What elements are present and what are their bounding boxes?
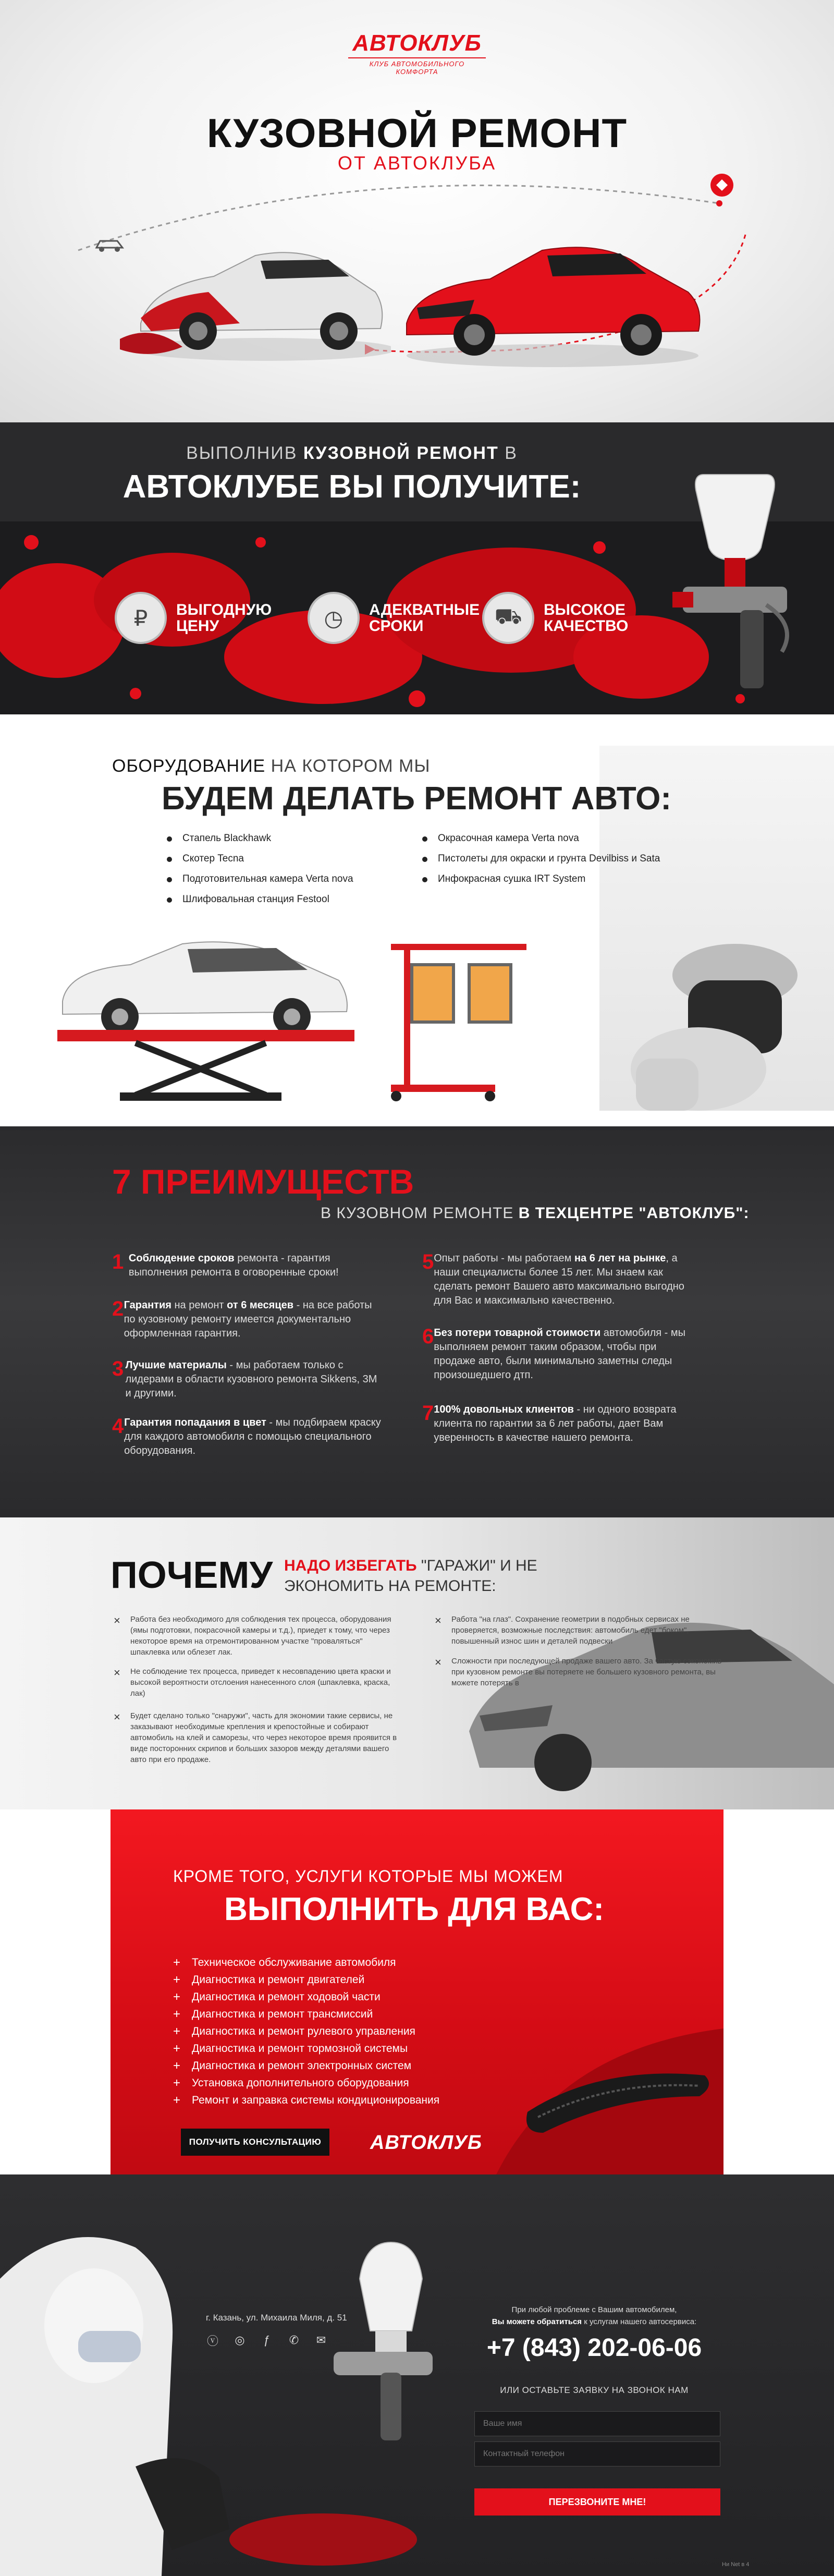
- phone-input[interactable]: [474, 2441, 720, 2466]
- why-subheading-line2: ЭКОНОМИТЬ НА РЕМОНТЕ:: [284, 1577, 496, 1595]
- advantage-rest: - ни одного возврата клиента по гарантии за 6 лет работы, дает Вам уверенность в качестве нашего ремонта.: [434, 1404, 677, 1443]
- advantage-bold: Гарантия: [124, 1299, 171, 1311]
- services-heading-rest: УСЛУГИ КОТОРЫЕ МЫ МОЖЕМ: [290, 1867, 563, 1886]
- benefits-heading-post: В: [498, 443, 518, 463]
- advantage-item-1: [112, 1251, 383, 1280]
- why-subheading: [284, 1556, 576, 1596]
- advantage-text: [434, 1403, 693, 1445]
- advantage-item-3: [112, 1358, 383, 1401]
- equipment-list-left: [162, 833, 353, 914]
- advantage-item-4: [112, 1416, 383, 1458]
- benefits-heading-line2: АВТОКЛУБЕ ВЫ ПОЛУЧИТЕ:: [122, 469, 581, 505]
- advantage-bold: от 6 месяцев: [227, 1299, 294, 1311]
- whatsapp-icon[interactable]: ✆: [289, 2334, 299, 2347]
- get-consultation-button[interactable]: ПОЛУЧИТЬ КОНСУЛЬТАЦИЮ: [181, 2129, 329, 2156]
- why-section: [0, 1517, 834, 1809]
- social-links: [206, 2334, 328, 2347]
- why-reason: × Работа "на глаз". Сохранение геометрии в подобных сервисах не проверяется, возможные последствия: автомобиль едет "боком", повышенный износ шин и деталей подвески: [432, 1614, 723, 1647]
- benefits-heading-bold: КУЗОВНОЙ РЕМОНТ: [303, 443, 499, 463]
- advantage-number: 7: [422, 1402, 434, 1425]
- name-input[interactable]: [474, 2411, 720, 2436]
- benefits-section: [0, 422, 834, 714]
- services-logo[interactable]: АВТОКЛУБ: [370, 2132, 482, 2154]
- clock-icon: ◷: [308, 592, 360, 644]
- list-item: + Ремонт и заправка системы кондиционирования: [173, 2094, 439, 2107]
- why-subheading-mid: "ГАРАЖИ" И НЕ: [416, 1557, 537, 1574]
- contact-note-rest: к услугам нашего автосервиса:: [582, 2317, 697, 2326]
- contact-section: [0, 2174, 834, 2576]
- advantages-subtitle-bold: В ТЕХЦЕНТРЕ "АВТОКЛУБ":: [518, 1205, 750, 1222]
- logo-sub-text: КЛУБ АВТОМОБИЛЬНОГО КОМФОРТА: [348, 57, 486, 76]
- advantage-item-6: [422, 1326, 693, 1382]
- email-icon[interactable]: ✉: [316, 2334, 326, 2347]
- callback-label: ИЛИ ОСТАВЬТЕ ЗАЯВКУ НА ЗВОНОК НАМ: [500, 2385, 689, 2395]
- car-icon: ⛟: [482, 592, 534, 644]
- equipment-heading-line1: [112, 756, 430, 776]
- callback-submit-button[interactable]: ПЕРЕЗВОНИТЕ МНЕ!: [474, 2488, 720, 2516]
- contact-note-line1: При любой проблеме с Вашим автомобилем,: [511, 2305, 677, 2314]
- benefit-price: [115, 587, 270, 649]
- list-item: + Диагностика и ремонт электронных систем: [173, 2060, 439, 2072]
- list-item: Стапель Blackhawk: [162, 833, 353, 844]
- advantage-rest: ремонта - гарантия выполнения ремонта в оговоренные сроки!: [128, 1253, 339, 1278]
- benefit-terms-label: АДЕКВАТНЫЕ СРОКИ: [369, 601, 480, 635]
- car-lift-image: [47, 933, 360, 1105]
- advantages-subtitle-pre: В КУЗОВНОМ РЕМОНТЕ: [321, 1205, 519, 1222]
- services-heading-line2: ВЫПОЛНИТЬ ДЛЯ ВАС:: [224, 1891, 605, 1927]
- advantage-number: 5: [422, 1250, 434, 1273]
- advantage-rest: - на все работы по кузовному ремонту имеется документально оформленная гарантия.: [124, 1299, 372, 1339]
- list-item: + Диагностика и ремонт тормозной системы: [173, 2043, 439, 2055]
- advantage-text: [129, 1251, 383, 1280]
- infrared-dryer-image: [381, 933, 553, 1105]
- services-panel: [111, 1809, 723, 2174]
- advantages-subtitle: [321, 1205, 749, 1222]
- advantage-bold: Без потери товарной стоимости: [434, 1327, 601, 1339]
- instagram-icon[interactable]: ◎: [235, 2334, 245, 2347]
- list-item: Шлифовальная станция Festool: [162, 894, 353, 905]
- advantage-number: 3: [112, 1357, 124, 1380]
- advantage-rest: на ремонт: [171, 1299, 227, 1311]
- damaged-car-image: [120, 219, 391, 365]
- advantage-rest: - мы подбираем краску для каждого автомобиля с помощью специального оборудования.: [124, 1417, 381, 1456]
- benefit-quality-label: ВЫСОКОЕ КАЧЕСТВО: [544, 601, 629, 635]
- benefits-heading-pre: ВЫПОЛНИВ: [186, 443, 303, 463]
- hero-subtitle: ОТ АВТОКЛУБА: [337, 152, 497, 174]
- list-item: + Установка дополнительного оборудования: [173, 2077, 439, 2089]
- sander-image: [594, 913, 818, 1111]
- advantage-text: [124, 1298, 383, 1341]
- advantage-bold: на 6 лет на рынке: [574, 1253, 666, 1264]
- list-item: Окрасочная камера Verta nova: [417, 833, 660, 844]
- list-item: + Диагностика и ремонт рулевого управления: [173, 2025, 439, 2038]
- hero-title: КУЗОВНОЙ РЕМОНТ: [206, 110, 628, 156]
- advantage-bold: Лучшие материалы: [125, 1359, 227, 1371]
- services-heading-line1: [173, 1867, 563, 1886]
- advantage-item-7: [422, 1403, 693, 1445]
- advantage-number: 4: [112, 1415, 124, 1438]
- list-item: Инфокрасная сушка IRT System: [417, 873, 660, 885]
- advantage-number: 6: [422, 1325, 434, 1348]
- advantages-section: [0, 1126, 834, 1517]
- address-text: г. Казань, ул. Михаила Миля, д. 51: [206, 2313, 347, 2323]
- why-subheading-red: НАДО ИЗБЕГАТЬ: [284, 1557, 417, 1574]
- list-item: + Техническое обслуживание автомобиля: [173, 1957, 439, 1969]
- list-item: + Диагностика и ремонт двигателей: [173, 1974, 439, 1986]
- list-item: Скотер Tecna: [162, 853, 353, 865]
- facebook-icon[interactable]: ƒ: [263, 2334, 271, 2347]
- vk-icon[interactable]: ⓥ: [206, 2334, 218, 2348]
- equipment-heading-line2: БУДЕМ ДЕЛАТЬ РЕМОНТ АВТО:: [162, 781, 672, 817]
- contact-note-bold: Вы можете обратиться: [492, 2317, 582, 2326]
- advantages-title: 7 ПРЕИМУЩЕСТВ: [112, 1162, 414, 1201]
- repaired-car-image: [396, 219, 709, 370]
- why-reason: × Работа без необходимого для соблюдения тех процесса, оборудования (ямы подготовки, покрасочной камеры и т.д.), приедет к тому, что через некоторое время на отремонтированном участке "проваляться" шпаклевка или облезет лак.: [111, 1614, 402, 1658]
- advantage-item-2: [112, 1298, 383, 1341]
- advantage-bold: Гарантия попадания в цвет: [124, 1417, 266, 1428]
- contact-note: [469, 2304, 719, 2328]
- list-item: + Диагностика и ремонт ходовой части: [173, 1991, 439, 2003]
- why-reason: × Сложности при последующей продаже вашего авто. За частую сэкономив при кузовном ремонте вы потеряете не большего кузовного ремонта, вы можете потерять в: [432, 1656, 723, 1688]
- advantage-rest: , а наши специалисты более 15 лет. Мы знаем как сделать ремонт Вашего авто максимально выгодно для Вас и максимально качественно.: [434, 1253, 684, 1306]
- equipment-heading-rest: НА КОТОРОМ МЫ: [265, 756, 431, 776]
- advantage-number: 2: [112, 1297, 124, 1320]
- services-list: [173, 1957, 439, 2111]
- services-section: [0, 1809, 834, 2174]
- ruble-icon: ₽: [115, 592, 167, 644]
- advantage-pre: Опыт работы - мы работаем: [434, 1253, 574, 1264]
- advantage-item-5: [422, 1251, 693, 1308]
- list-item: Пистолеты для окраски и грунта Devilbiss и Sata: [417, 853, 660, 865]
- advantage-bold: Соблюдение сроков: [128, 1253, 235, 1264]
- advantage-text: [124, 1416, 383, 1458]
- benefits-heading-line1: [0, 443, 704, 464]
- advantage-text: [125, 1358, 383, 1401]
- list-item: + Диагностика и ремонт трансмиссий: [173, 2008, 439, 2021]
- phone-number[interactable]: +7 (843) 202-06-06: [486, 2334, 702, 2362]
- logo-main-text: АВТОКЛУБ: [352, 30, 482, 56]
- advantage-text: [434, 1326, 693, 1382]
- site-credit[interactable]: Ни Net в 4: [722, 2561, 750, 2568]
- why-reason: × Не соблюдение тех процесса, приведет к несовпадению цвета краски и высокой вероятности отслоения нанесенного слоя (шпаклевка, краска, лак): [111, 1666, 402, 1699]
- site-logo[interactable]: [348, 30, 486, 76]
- advantage-number: 1: [112, 1250, 124, 1273]
- equipment-section: [0, 714, 834, 1126]
- advantage-rest: - мы работаем только с лидерами в области кузовного ремонта Sikkens, 3M и другими.: [125, 1359, 377, 1399]
- spray-gun-image: [662, 469, 818, 709]
- painter-image: [0, 2174, 469, 2576]
- why-heading: ПОЧЕМУ: [111, 1554, 273, 1596]
- benefit-terms: [308, 587, 480, 649]
- benefit-price-label: ВЫГОДНУЮ ЦЕНУ: [176, 601, 272, 635]
- benefit-quality: [482, 587, 637, 649]
- car-detail-image: [496, 2008, 723, 2174]
- logo-badge-icon: [709, 172, 735, 198]
- services-heading-bold: КРОМЕ ТОГО,: [173, 1867, 290, 1886]
- equipment-heading-bold: ОБОРУДОВАНИЕ: [112, 756, 266, 776]
- equipment-list-right: [417, 833, 660, 894]
- list-item: Подготовительная камера Verta nova: [162, 873, 353, 885]
- advantage-bold: 100% довольных клиентов: [434, 1404, 574, 1415]
- why-reason: × Будет сделано только "снаружи", часть для экономии такие сервисы, не заказывают необходимые крепления и крепостойные и собирают автомобиль на клей и саморезы, что через некоторое время проявится в виде посторонних скрипов и больших зазоров между деталями вашего авто при его продаже.: [111, 1710, 402, 1765]
- advantage-rest: автомобиля - мы выполняем ремонт таким образом, чтобы при продаже авто, были минимально заметны следы произошедшего дтп.: [434, 1327, 685, 1381]
- hero-section: [0, 0, 834, 422]
- advantage-text: [434, 1251, 693, 1308]
